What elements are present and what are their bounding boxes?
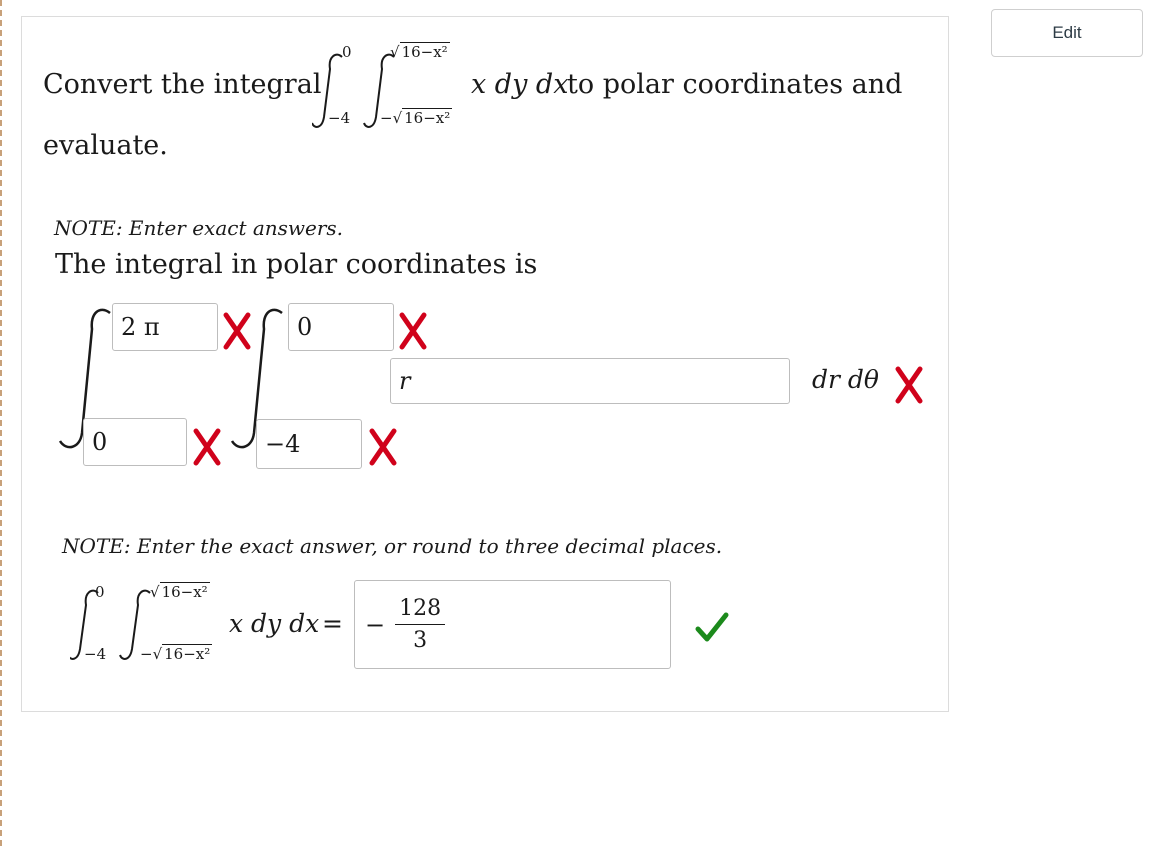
- question-line2: evaluate.: [43, 130, 168, 161]
- question-panel: [21, 16, 949, 712]
- inner-lower-limit-cross-mark-icon: [368, 427, 398, 471]
- part1-prompt: The integral in polar coordinates is: [55, 249, 538, 280]
- question-inner-upper-limit: √ 16−x²: [390, 43, 448, 61]
- answer-numerator: 128: [399, 596, 442, 621]
- part1-note: NOTE: Enter exact answers.: [54, 216, 344, 240]
- part2-inner-lower-limit: −√ 16−x²: [140, 645, 211, 663]
- question-inner-lower-limit: −√ 16−x²: [380, 109, 451, 127]
- answer-sign: −: [365, 610, 386, 639]
- question-prefix: Convert the integral: [43, 69, 322, 100]
- question-outer-lower-limit: −4: [328, 109, 351, 127]
- outer-upper-limit-cross-mark-icon: [222, 311, 252, 355]
- answer-denominator: 3: [413, 628, 428, 653]
- inner-upper-limit-cross-mark-icon: [398, 311, 428, 355]
- polar-differential: dr dθ: [812, 365, 879, 394]
- integrand-input[interactable]: r: [390, 358, 790, 404]
- question-integrand: x dy dx: [471, 69, 569, 100]
- final-answer-input[interactable]: [354, 580, 671, 669]
- part2-integrand: x dy dx: [229, 609, 320, 638]
- edit-button[interactable]: Edit: [991, 9, 1143, 57]
- outer-upper-limit-input[interactable]: 2 π: [112, 303, 218, 351]
- answer-fraction: [395, 596, 445, 653]
- part2-outer-lower-limit: −4: [84, 645, 107, 663]
- question-outer-upper-limit: 0: [342, 43, 352, 61]
- part2-note: NOTE: Enter the exact answer, or round to three decimal places.: [62, 534, 723, 558]
- page-left-border: [0, 0, 2, 846]
- part2-equals: =: [322, 609, 343, 638]
- question-suffix: to polar coordinates and: [567, 69, 903, 100]
- inner-lower-limit-input[interactable]: −4: [256, 419, 362, 469]
- outer-lower-limit-cross-mark-icon: [192, 427, 222, 471]
- fraction-bar: [395, 624, 445, 625]
- inner-upper-limit-input[interactable]: 0: [288, 303, 394, 351]
- part2-outer-upper-limit: 0: [95, 583, 105, 601]
- part2-inner-upper-limit: √ 16−x²: [150, 583, 208, 601]
- integrand-cross-mark-icon: [894, 365, 924, 409]
- final-answer-check-mark-icon: [694, 611, 730, 649]
- outer-lower-limit-input[interactable]: 0: [83, 418, 187, 466]
